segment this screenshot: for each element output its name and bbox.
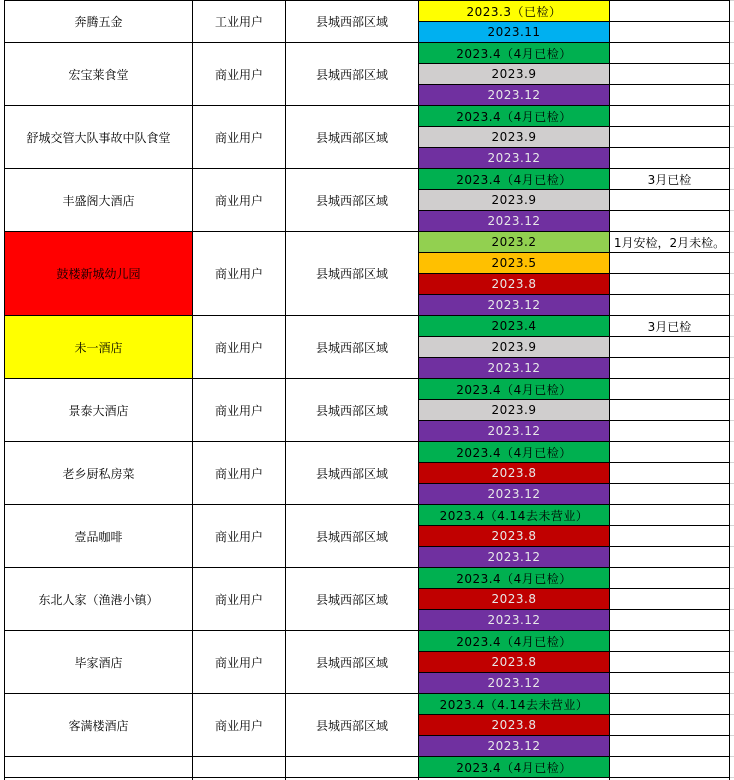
inspection-date-cell[interactable]: 2023.12 bbox=[418, 483, 610, 505]
row-divider bbox=[4, 42, 730, 43]
sheet-gridline bbox=[730, 630, 734, 631]
sheet-gridline bbox=[730, 651, 734, 652]
sheet-gridline bbox=[730, 336, 734, 337]
column-divider bbox=[418, 0, 419, 780]
note-cell[interactable] bbox=[610, 295, 729, 315]
sheet-gridline bbox=[730, 231, 734, 232]
inspection-date-cell[interactable]: 2023.4（4.14去未营业） bbox=[418, 504, 610, 526]
note-cell[interactable] bbox=[610, 610, 729, 630]
note-cell[interactable] bbox=[610, 274, 729, 294]
user-type-cell[interactable]: 商业用户 bbox=[214, 529, 263, 544]
region-cell[interactable] bbox=[286, 757, 418, 777]
region-cell[interactable]: 县城西部区域 bbox=[315, 592, 388, 607]
inspection-date-cell[interactable]: 2023.3（已检） bbox=[418, 0, 610, 22]
row-divider bbox=[4, 315, 730, 316]
inspection-date-cell[interactable]: 2023.4（4月已检） bbox=[418, 756, 610, 778]
customer-name-cell[interactable]: 壹品咖啡 bbox=[74, 529, 123, 544]
sheet-gridline bbox=[730, 588, 734, 589]
user-type-cell[interactable]: 商业用户 bbox=[214, 466, 263, 481]
row-divider bbox=[4, 168, 730, 169]
note-cell[interactable] bbox=[610, 253, 729, 273]
user-type-cell[interactable]: 商业用户 bbox=[214, 592, 263, 607]
customer-name-cell[interactable]: 鼓楼新城幼儿园 bbox=[5, 232, 192, 315]
region-cell[interactable]: 县城西部区域 bbox=[315, 193, 388, 208]
inspection-date-cell[interactable]: 2023.9 bbox=[418, 189, 610, 211]
sheet-gridline bbox=[730, 714, 734, 715]
note-cell[interactable] bbox=[610, 421, 729, 441]
sheet-gridline bbox=[730, 84, 734, 85]
note-cell[interactable] bbox=[610, 484, 729, 504]
sheet-gridline bbox=[730, 315, 734, 316]
customer-name-cell[interactable]: 毕家酒店 bbox=[74, 655, 123, 670]
customer-name-cell[interactable]: 景泰大酒店 bbox=[68, 403, 129, 418]
sheet-gridline bbox=[730, 441, 734, 442]
sheet-gridline bbox=[730, 525, 734, 526]
customer-name-cell[interactable]: 丰盛阁大酒店 bbox=[62, 193, 135, 208]
sheet-gridline bbox=[730, 252, 734, 253]
note-cell[interactable] bbox=[610, 400, 729, 420]
note-cell[interactable] bbox=[610, 148, 729, 168]
note-cell[interactable] bbox=[610, 694, 729, 714]
sheet-gridline bbox=[730, 126, 734, 127]
note-cell[interactable] bbox=[610, 757, 729, 777]
customer-name-cell[interactable]: 舒城交管大队事故中队食堂 bbox=[26, 130, 171, 145]
note-cell[interactable] bbox=[610, 547, 729, 567]
region-cell[interactable]: 县城西部区域 bbox=[315, 340, 388, 355]
inspection-date-cell[interactable]: 2023.11 bbox=[418, 21, 610, 43]
sheet-gridline bbox=[730, 462, 734, 463]
note-cell[interactable] bbox=[610, 715, 729, 735]
user-type-cell[interactable]: 商业用户 bbox=[214, 130, 263, 145]
row-divider bbox=[4, 504, 730, 505]
note-cell[interactable] bbox=[610, 463, 729, 483]
sheet-gridline bbox=[730, 504, 734, 505]
inspection-date-cell[interactable]: 2023.8 bbox=[418, 651, 610, 673]
note-cell[interactable] bbox=[610, 127, 729, 147]
sheet-gridline bbox=[730, 483, 734, 484]
inspection-date-cell[interactable]: 2023.5 bbox=[418, 252, 610, 274]
sheet-gridline bbox=[730, 546, 734, 547]
sheet-gridline bbox=[730, 63, 734, 64]
sheet-gridline bbox=[730, 147, 734, 148]
sheet-gridline bbox=[730, 168, 734, 169]
column-divider bbox=[729, 0, 730, 780]
user-type-cell[interactable]: 商业用户 bbox=[214, 403, 263, 418]
user-type-cell[interactable]: 商业用户 bbox=[214, 267, 263, 281]
column-divider bbox=[4, 0, 5, 780]
inspection-date-cell[interactable]: 2023.12 bbox=[418, 294, 610, 316]
row-divider bbox=[4, 105, 730, 106]
note-cell[interactable] bbox=[610, 1, 729, 21]
inspection-date-cell[interactable]: 2023.8 bbox=[418, 714, 610, 736]
region-cell[interactable]: 县城西部区域 bbox=[315, 718, 388, 733]
note-cell[interactable] bbox=[610, 379, 729, 399]
note-cell[interactable] bbox=[610, 190, 729, 210]
customer-name-cell[interactable] bbox=[5, 757, 192, 777]
sheet-gridline bbox=[730, 777, 734, 778]
note-cell[interactable] bbox=[610, 568, 729, 588]
row-divider bbox=[4, 693, 730, 694]
column-divider bbox=[192, 0, 193, 780]
inspection-date-cell[interactable]: 2023.12 bbox=[418, 672, 610, 694]
note-cell[interactable] bbox=[610, 358, 729, 378]
sheet-gridline bbox=[730, 420, 734, 421]
row-divider bbox=[4, 777, 730, 778]
inspection-date-cell[interactable]: 2023.8 bbox=[418, 588, 610, 610]
row-divider bbox=[4, 378, 730, 379]
sheet-gridline bbox=[730, 21, 734, 22]
user-type-cell[interactable]: 商业用户 bbox=[214, 655, 263, 670]
note-cell[interactable] bbox=[610, 211, 729, 231]
inspection-date-cell[interactable]: 2023.12 bbox=[418, 210, 610, 232]
customer-name-cell[interactable]: 客满楼酒店 bbox=[68, 718, 129, 733]
sheet-gridline bbox=[730, 294, 734, 295]
inspection-date-cell[interactable]: 2023.9 bbox=[418, 126, 610, 148]
sheet-gridline bbox=[730, 609, 734, 610]
inspection-date-cell[interactable]: 2023.12 bbox=[418, 357, 610, 379]
note-cell[interactable] bbox=[610, 652, 729, 672]
inspection-date-cell[interactable]: 2023.8 bbox=[418, 462, 610, 484]
customer-name-cell[interactable]: 奔腾五金 bbox=[74, 15, 123, 29]
row-divider bbox=[4, 630, 730, 631]
inspection-date-cell[interactable]: 2023.9 bbox=[418, 336, 610, 358]
inspection-date-cell[interactable]: 2023.4（4月已检） bbox=[418, 630, 610, 652]
inspection-date-cell[interactable]: 2023.4（4月已检） bbox=[418, 42, 610, 64]
column-divider bbox=[609, 0, 610, 780]
row-divider bbox=[4, 756, 730, 757]
sheet-gridline bbox=[730, 693, 734, 694]
inspection-date-cell[interactable]: 2023.9 bbox=[418, 63, 610, 85]
sheet-gridline bbox=[730, 378, 734, 379]
inspection-date-cell[interactable]: 2023.12 bbox=[418, 735, 610, 757]
sheet-gridline bbox=[730, 735, 734, 736]
region-cell[interactable]: 县城西部区域 bbox=[315, 655, 388, 670]
note-cell[interactable]: 3月已检 bbox=[647, 172, 692, 187]
inspection-date-cell[interactable]: 2023.4（4.14去未营业） bbox=[418, 693, 610, 715]
customer-name-cell[interactable]: 未一酒店 bbox=[5, 316, 192, 378]
row-divider bbox=[4, 441, 730, 442]
region-cell[interactable]: 县城西部区域 bbox=[315, 466, 388, 481]
inspection-date-cell[interactable]: 2023.12 bbox=[418, 147, 610, 169]
inspection-date-cell[interactable]: 2023.4（4月已检） bbox=[418, 441, 610, 463]
inspection-date-cell[interactable]: 2023.4（4月已检） bbox=[418, 567, 610, 589]
inspection-date-cell[interactable]: 2023.2 bbox=[418, 231, 610, 253]
inspection-date-cell[interactable]: 2023.12 bbox=[418, 609, 610, 631]
inspection-date-cell[interactable]: 2023.4 bbox=[418, 315, 610, 337]
region-cell[interactable]: 县城西部区域 bbox=[315, 15, 388, 29]
sheet-gridline bbox=[730, 210, 734, 211]
inspection-date-cell[interactable]: 2023.8 bbox=[418, 525, 610, 547]
note-cell[interactable] bbox=[610, 337, 729, 357]
sheet-gridline bbox=[730, 0, 734, 1]
inspection-date-cell[interactable]: 2023.4（4月已检） bbox=[418, 105, 610, 127]
note-cell[interactable] bbox=[610, 505, 729, 525]
user-type-cell[interactable]: 商业用户 bbox=[214, 67, 263, 82]
sheet-gridline bbox=[730, 672, 734, 673]
note-cell[interactable]: 1月安检，2月未检。 bbox=[613, 235, 726, 250]
sheet-gridline bbox=[730, 42, 734, 43]
region-cell[interactable]: 县城西部区域 bbox=[315, 267, 388, 281]
user-type-cell[interactable] bbox=[193, 757, 285, 777]
note-cell[interactable] bbox=[610, 106, 729, 126]
sheet-gridline bbox=[730, 399, 734, 400]
user-type-cell[interactable]: 商业用户 bbox=[214, 340, 263, 355]
sheet-gridline bbox=[730, 357, 734, 358]
user-type-cell[interactable]: 商业用户 bbox=[214, 193, 263, 208]
sheet-gridline bbox=[730, 756, 734, 757]
region-cell[interactable]: 县城西部区域 bbox=[315, 403, 388, 418]
customer-name-cell[interactable]: 东北人家（渔港小镇） bbox=[38, 592, 159, 607]
note-cell[interactable] bbox=[610, 631, 729, 651]
region-cell[interactable]: 县城西部区域 bbox=[315, 67, 388, 82]
inspection-date-cell[interactable]: 2023.9 bbox=[418, 399, 610, 421]
note-cell[interactable]: 3月已检 bbox=[647, 319, 692, 334]
note-cell[interactable] bbox=[610, 673, 729, 693]
inspection-date-cell[interactable]: 2023.12 bbox=[418, 84, 610, 106]
inspection-date-cell[interactable]: 2023.8 bbox=[418, 273, 610, 295]
sheet-gridline bbox=[730, 273, 734, 274]
row-divider bbox=[4, 231, 730, 232]
sheet-gridline bbox=[730, 567, 734, 568]
inspection-date-cell[interactable]: 2023.12 bbox=[418, 546, 610, 568]
sheet-gridline bbox=[730, 105, 734, 106]
user-type-cell[interactable]: 商业用户 bbox=[214, 718, 263, 733]
customer-name-cell[interactable]: 宏宝莱食堂 bbox=[68, 67, 129, 82]
note-cell[interactable] bbox=[610, 85, 729, 105]
inspection-date-cell[interactable]: 2023.4（4月已检） bbox=[418, 378, 610, 400]
note-cell[interactable] bbox=[610, 64, 729, 84]
column-divider bbox=[285, 0, 286, 780]
region-cell[interactable]: 县城西部区域 bbox=[315, 130, 388, 145]
row-divider bbox=[4, 0, 730, 1]
inspection-date-cell[interactable]: 2023.12 bbox=[418, 420, 610, 442]
inspection-date-cell[interactable]: 2023.4（4月已检） bbox=[418, 168, 610, 190]
note-cell[interactable] bbox=[610, 43, 729, 63]
note-cell[interactable] bbox=[610, 736, 729, 756]
user-type-cell[interactable]: 工业用户 bbox=[214, 15, 263, 29]
row-divider bbox=[4, 567, 730, 568]
note-cell[interactable] bbox=[610, 526, 729, 546]
sheet-gridline bbox=[730, 189, 734, 190]
note-cell[interactable] bbox=[610, 22, 729, 42]
region-cell[interactable]: 县城西部区域 bbox=[315, 529, 388, 544]
note-cell[interactable] bbox=[610, 589, 729, 609]
note-cell[interactable] bbox=[610, 442, 729, 462]
customer-name-cell[interactable]: 老乡厨私房菜 bbox=[62, 466, 135, 481]
